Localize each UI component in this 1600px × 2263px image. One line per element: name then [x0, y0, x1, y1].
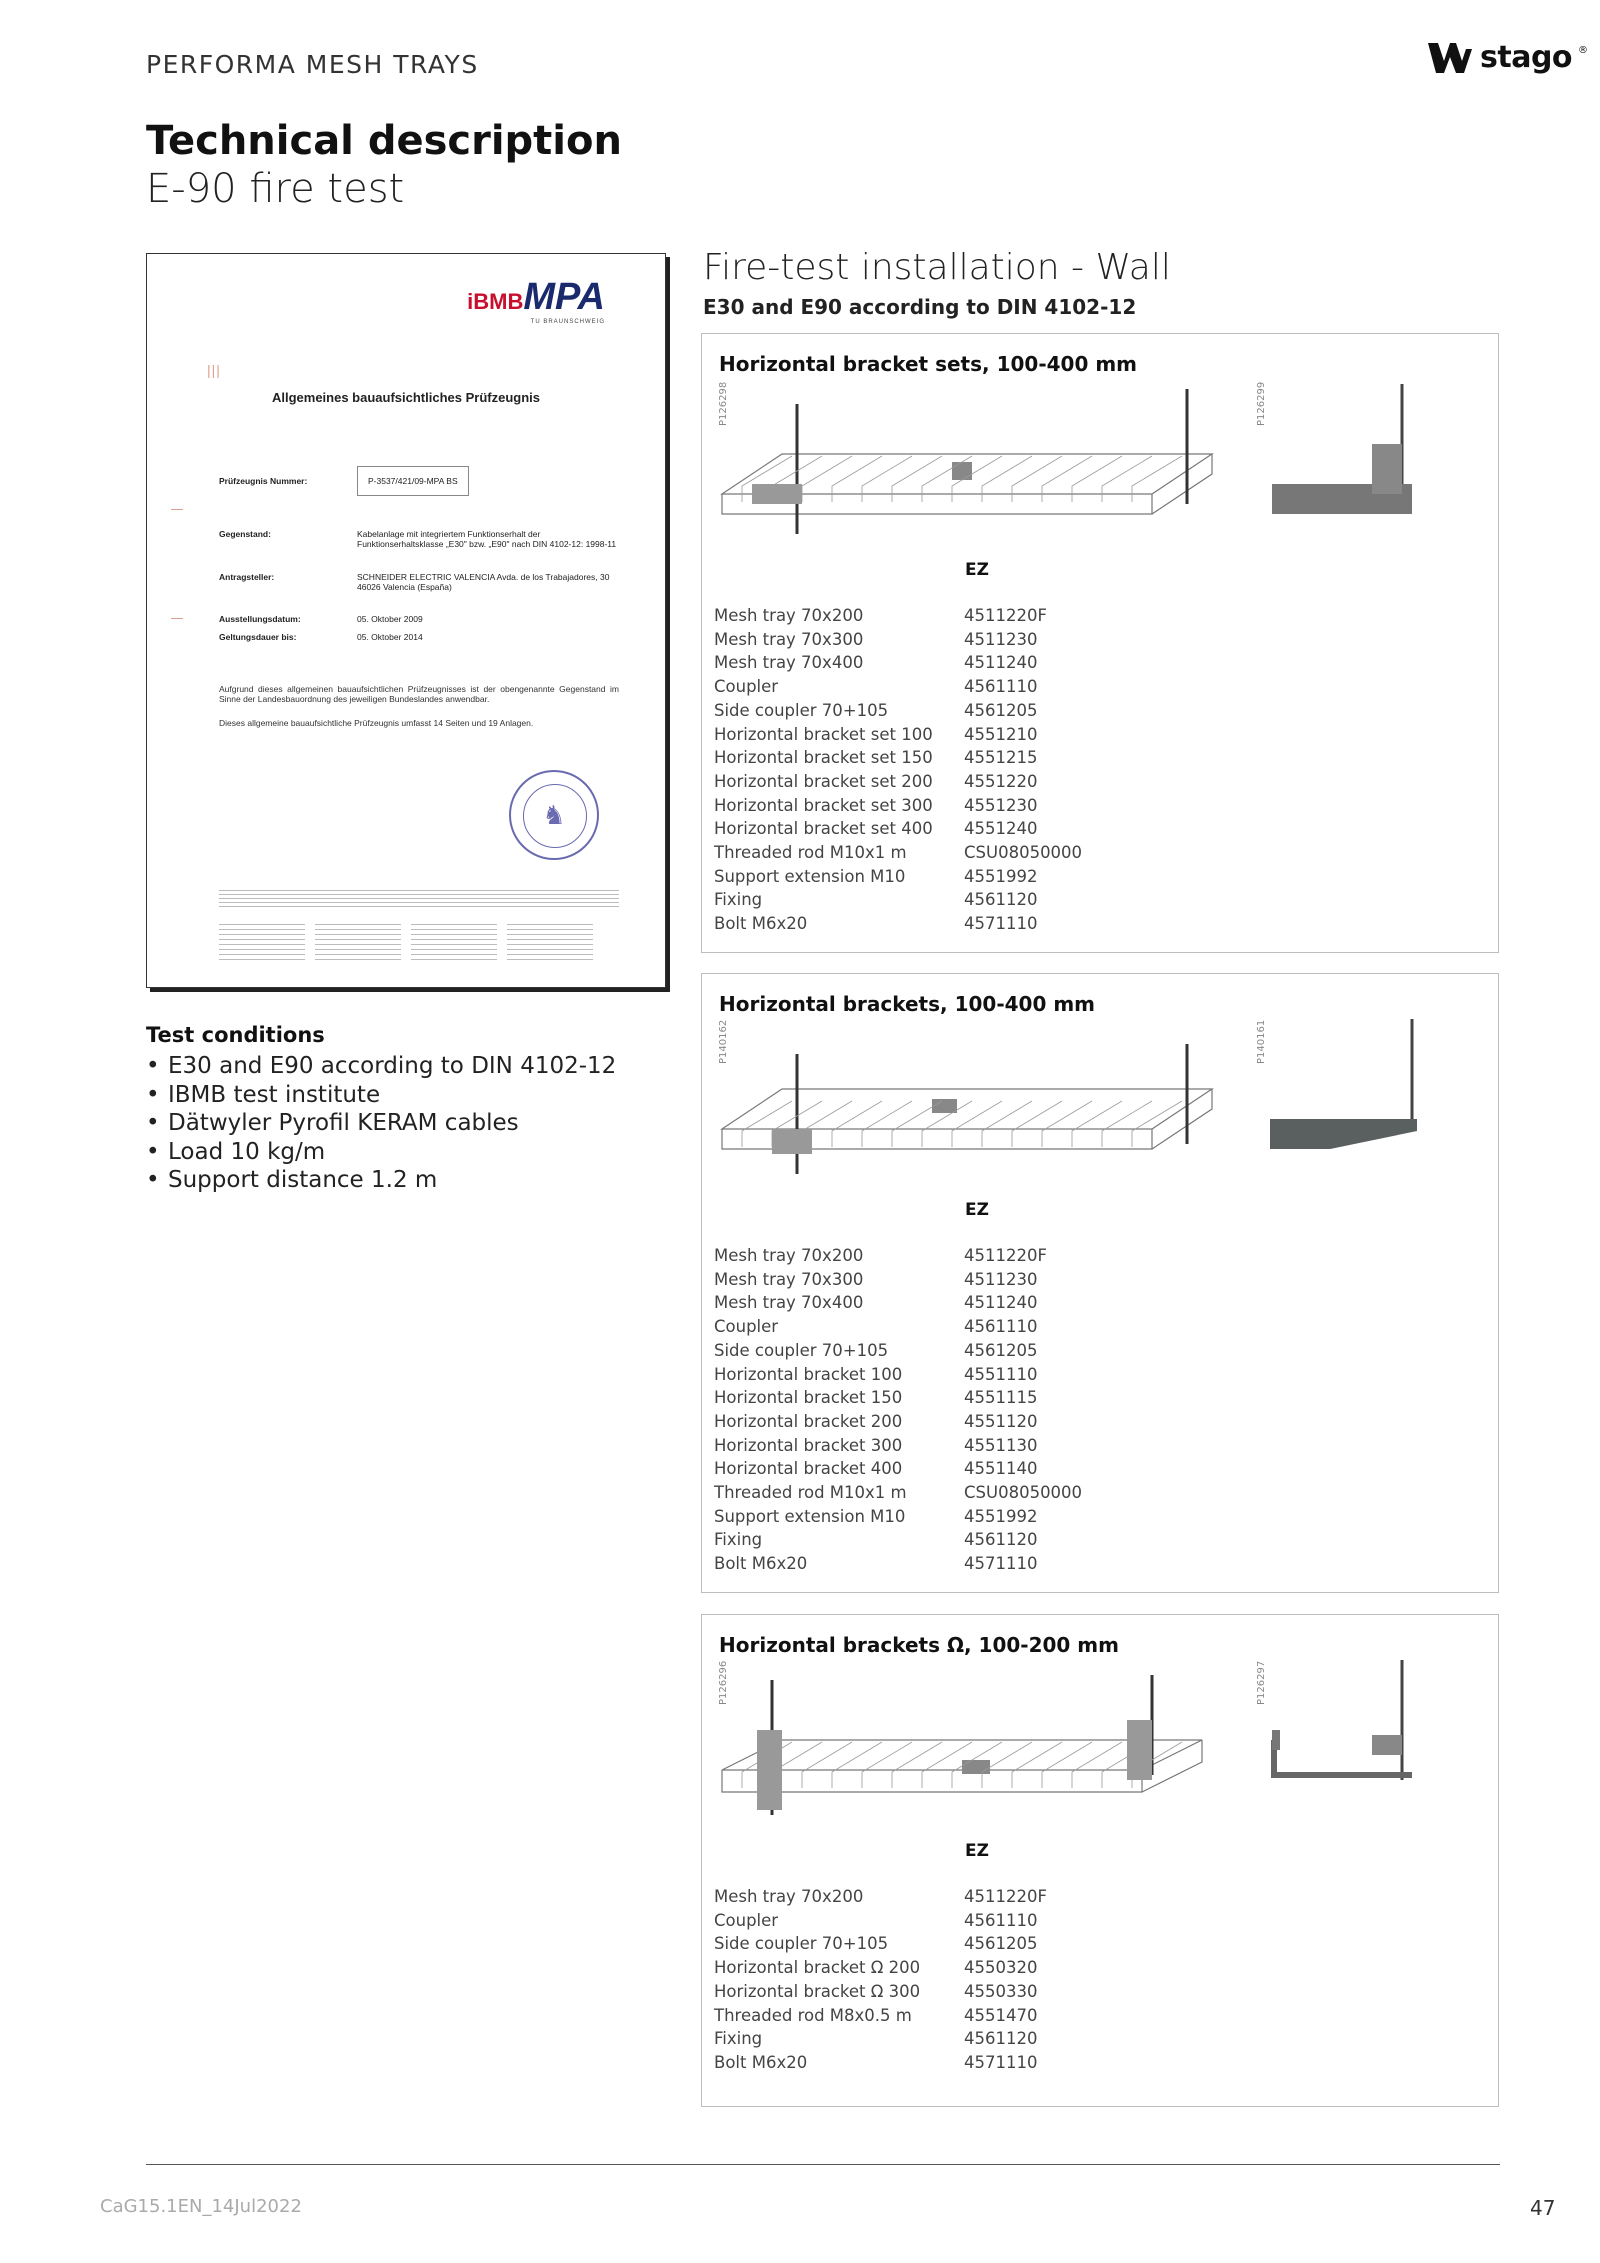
list-item: • E30 and E90 according to DIN 4102-12: [146, 1052, 616, 1081]
article-number: 4571110: [964, 914, 1038, 934]
article-name: Support extension M10: [714, 1506, 906, 1526]
article-name: Mesh tray 70x300: [714, 629, 864, 649]
table-row: [714, 651, 1082, 675]
table-row: [714, 1410, 1082, 1434]
brand-name: stago: [1480, 40, 1573, 75]
article-table: [714, 604, 1082, 936]
mesh-tray-assembly-image: [712, 1670, 1232, 1820]
article-name: Horizontal bracket 200: [714, 1411, 903, 1431]
article-number: 4571110: [964, 1554, 1038, 1574]
article-number: CSU08050000: [964, 843, 1083, 863]
table-row: [714, 1386, 1082, 1410]
mesh-tray-assembly-image: [712, 381, 1232, 534]
document-code: CaG15.1EN_14Jul2022: [100, 2196, 302, 2217]
article-number: 4551992: [964, 866, 1038, 886]
footer-fine-print: [219, 924, 593, 964]
box-title: Horizontal bracket sets, 100-400 mm: [719, 352, 1138, 376]
article-name: Side coupler 70+105: [714, 1934, 889, 1954]
table-row: [714, 699, 1082, 723]
article-name: Fixing: [714, 2029, 763, 2049]
table-row: [714, 723, 1082, 747]
article-number: 4511230: [964, 629, 1038, 649]
cert-issue-row: [219, 614, 627, 624]
article-name: Mesh tray 70x400: [714, 1293, 864, 1313]
mesh-tray-assembly-image: [712, 1029, 1232, 1179]
table-row: [714, 770, 1082, 794]
certificate-image: [146, 253, 666, 988]
section-title: Fire-test installation - Wall: [703, 247, 1171, 288]
box-title: Horizontal brackets, 100-400 mm: [719, 992, 1096, 1016]
ez-column-header: EZ: [965, 1841, 989, 1861]
cert-issue-value: 05. Oktober 2009: [357, 614, 423, 624]
article-number: 4550330: [964, 1981, 1038, 2001]
article-name: Threaded rod M10x1 m: [714, 1483, 907, 1503]
article-name: Horizontal bracket set 300: [714, 795, 933, 815]
table-row: [714, 746, 1082, 770]
article-name: Support extension M10: [714, 866, 906, 886]
table-row: [714, 1552, 1082, 1576]
cert-applicant-value: SCHNEIDER ELECTRIC VALENCIA Avda. de los Trabajadores, 30 46026 Valencia (España): [357, 572, 610, 592]
article-number: 4561120: [964, 2029, 1038, 2049]
article-name: Mesh tray 70x400: [714, 653, 864, 673]
cert-number-label: Prüfzeugnis Nummer:: [219, 476, 308, 486]
table-row: [714, 817, 1082, 841]
table-row: [714, 1268, 1082, 1292]
cert-validity-value: 05. Oktober 2014: [357, 632, 423, 642]
table-row: [714, 604, 1082, 628]
article-name: Bolt M6x20: [714, 1554, 808, 1574]
table-row: [714, 1244, 1082, 1268]
footer-divider: [146, 2164, 1500, 2165]
article-name: Horizontal bracket Ω 300: [714, 1981, 921, 2001]
table-row: [714, 628, 1082, 652]
table-row: [714, 1505, 1082, 1529]
product-box-bracket-sets: [701, 333, 1499, 953]
article-table: [714, 1244, 1082, 1576]
article-number: 4561205: [964, 1340, 1038, 1360]
margin-mark: [171, 618, 183, 619]
article-number: 4550320: [964, 1958, 1038, 1978]
test-conditions-list: [146, 1052, 616, 1195]
tu-logo-text: TU BRAUNSCHWEIG: [530, 319, 605, 325]
cert-subject-value: Kabelanlage mit integriertem Funktionserhalt der Funktionserhaltsklasse „E30" bzw. „E90" nach DIN 4102-12: 1998-11: [357, 529, 617, 549]
cert-validity-row: [219, 632, 627, 642]
article-number: 4551992: [964, 1506, 1038, 1526]
article-name: Mesh tray 70x300: [714, 1269, 864, 1289]
article-name: Threaded rod M8x0.5 m: [714, 2005, 912, 2025]
omega-bracket-image: [1262, 1660, 1422, 1790]
table-row: [714, 2027, 1047, 2051]
article-number: 4551220: [964, 771, 1038, 791]
cert-applicant-label: Antragsteller:: [219, 572, 275, 582]
article-name: Threaded rod M10x1 m: [714, 843, 907, 863]
table-row: [714, 1909, 1047, 1933]
table-row: [714, 2004, 1047, 2028]
list-item: • IBMB test institute: [146, 1081, 616, 1110]
article-number: 4551110: [964, 1364, 1038, 1384]
article-number: 4511220F: [964, 606, 1047, 625]
table-row: [714, 1528, 1082, 1552]
article-number: 4571110: [964, 2052, 1038, 2072]
article-number: CSU08050000: [964, 1483, 1083, 1503]
ez-column-header: EZ: [965, 1200, 989, 1220]
article-name: Coupler: [714, 677, 779, 697]
article-name: Bolt M6x20: [714, 2052, 808, 2072]
article-name: Mesh tray 70x200: [714, 606, 864, 625]
article-number: 4561110: [964, 1910, 1038, 1930]
article-number: 4551230: [964, 795, 1038, 815]
table-row: [714, 841, 1082, 865]
document-header-title: PERFORMA MESH TRAYS: [146, 50, 479, 79]
article-number: 4511230: [964, 1269, 1038, 1289]
article-name: Horizontal bracket 150: [714, 1388, 903, 1408]
stago-mark-icon: [1426, 41, 1474, 75]
article-name: Horizontal bracket set 200: [714, 771, 933, 791]
table-row: [714, 675, 1082, 699]
cert-subject-row: [219, 529, 627, 549]
article-number: 4511220F: [964, 1887, 1047, 1906]
box-title: Horizontal brackets Ω, 100-200 mm: [719, 1633, 1119, 1657]
image-code-left: P126296: [718, 1660, 729, 1705]
article-table: [714, 1885, 1047, 2075]
article-number: 4551210: [964, 724, 1038, 744]
table-row: [714, 1315, 1082, 1339]
article-name: Side coupler 70+105: [714, 700, 889, 720]
ibmb-logo-text: iBMB: [467, 289, 524, 314]
cert-applicant-row: [219, 572, 627, 592]
article-number: 4551140: [964, 1459, 1038, 1479]
product-box-brackets: [701, 973, 1499, 1593]
table-row: [714, 794, 1082, 818]
cert-paragraph-1: Aufgrund dieses allgemeinen bauaufsichtlichen Prüfzeugnisses ist der obengenannte Gegenstand im Sinne der Landesbauordnung des jeweiligen Bundeslandes anwendbar.: [219, 684, 619, 704]
article-number: 4561120: [964, 1530, 1038, 1550]
article-name: Horizontal bracket set 400: [714, 819, 933, 839]
article-name: Bolt M6x20: [714, 914, 808, 934]
product-box-omega-brackets: [701, 1614, 1499, 2107]
table-row: [714, 1932, 1047, 1956]
page-number: 47: [1530, 2196, 1556, 2220]
mpa-logo: [467, 276, 605, 325]
list-item: • Dätwyler Pyrofil KERAM cables: [146, 1109, 616, 1138]
official-seal-icon: ♞: [509, 770, 599, 860]
cert-subject-label: Gegenstand:: [219, 529, 271, 539]
table-row: [714, 2051, 1047, 2075]
article-number: 4561205: [964, 1934, 1038, 1954]
article-number: 4511220F: [964, 1246, 1047, 1265]
decorative-bars: |||: [207, 362, 221, 378]
section-subtitle: E30 and E90 according to DIN 4102-12: [703, 295, 1137, 319]
certificate-title: Allgemeines bauaufsichtliches Prüfzeugnis: [271, 390, 540, 405]
article-name: Mesh tray 70x200: [714, 1887, 864, 1906]
brand-logo: [1426, 40, 1588, 75]
table-row: [714, 1363, 1082, 1387]
article-number: 4561205: [964, 700, 1038, 720]
test-conditions-title: Test conditions: [146, 1023, 325, 1047]
mpa-logo-text: MPA: [523, 276, 605, 318]
cert-number-value: P-3537/421/09-MPA BS: [357, 466, 469, 496]
article-number: 4561120: [964, 890, 1038, 910]
table-row: [714, 1481, 1082, 1505]
page-title: Technical description: [146, 118, 622, 164]
article-number: 4551130: [964, 1435, 1038, 1455]
article-number: 4551240: [964, 819, 1038, 839]
horizontal-bracket-set-image: [1262, 384, 1422, 524]
table-row: [714, 1956, 1047, 1980]
article-name: Mesh tray 70x200: [714, 1246, 864, 1265]
table-row: [714, 865, 1082, 889]
article-number: 4561110: [964, 677, 1038, 697]
list-item: • Support distance 1.2 m: [146, 1166, 616, 1195]
page-subtitle: E-90 fire test: [146, 166, 405, 212]
table-row: [714, 912, 1082, 936]
article-name: Fixing: [714, 1530, 763, 1550]
article-name: Side coupler 70+105: [714, 1340, 889, 1360]
article-name: Fixing: [714, 890, 763, 910]
fine-print: [219, 890, 619, 908]
article-name: Coupler: [714, 1910, 779, 1930]
article-name: Horizontal bracket 300: [714, 1435, 903, 1455]
image-code-left: P126298: [718, 381, 729, 426]
cert-issue-label: Ausstellungsdatum:: [219, 614, 301, 624]
cert-validity-label: Geltungsdauer bis:: [219, 632, 297, 642]
list-item: • Load 10 kg/m: [146, 1138, 616, 1167]
image-code-right: P126299: [1256, 381, 1267, 426]
table-row: [714, 1457, 1082, 1481]
article-number: 4561110: [964, 1317, 1038, 1337]
table-row: [714, 1434, 1082, 1458]
article-number: 4551470: [964, 2005, 1038, 2025]
article-number: 4551120: [964, 1411, 1038, 1431]
margin-mark: [171, 509, 183, 510]
registered-mark: ®: [1578, 45, 1588, 56]
article-name: Coupler: [714, 1317, 779, 1337]
article-number: 4551115: [964, 1388, 1038, 1408]
article-name: Horizontal bracket 400: [714, 1459, 903, 1479]
article-number: 4511240: [964, 653, 1038, 673]
article-number: 4511240: [964, 1293, 1038, 1313]
horizontal-bracket-image: [1262, 1019, 1422, 1149]
table-row: [714, 1980, 1047, 2004]
table-row: [714, 1291, 1082, 1315]
table-row: [714, 1885, 1047, 1909]
cert-paragraph-2: Dieses allgemeine bauaufsichtliche Prüfzeugnis umfasst 14 Seiten und 19 Anlagen.: [219, 718, 534, 728]
article-name: Horizontal bracket set 100: [714, 724, 933, 744]
table-row: [714, 888, 1082, 912]
ez-column-header: EZ: [965, 560, 989, 580]
cert-number-row: [219, 466, 469, 496]
image-code-right: P140161: [1256, 1019, 1267, 1064]
image-code-right: P126297: [1256, 1660, 1267, 1705]
image-code-left: P140162: [718, 1019, 729, 1064]
table-row: [714, 1339, 1082, 1363]
article-name: Horizontal bracket set 150: [714, 748, 933, 768]
article-number: 4551215: [964, 748, 1038, 768]
article-name: Horizontal bracket 100: [714, 1364, 903, 1384]
article-name: Horizontal bracket Ω 200: [714, 1958, 921, 1978]
